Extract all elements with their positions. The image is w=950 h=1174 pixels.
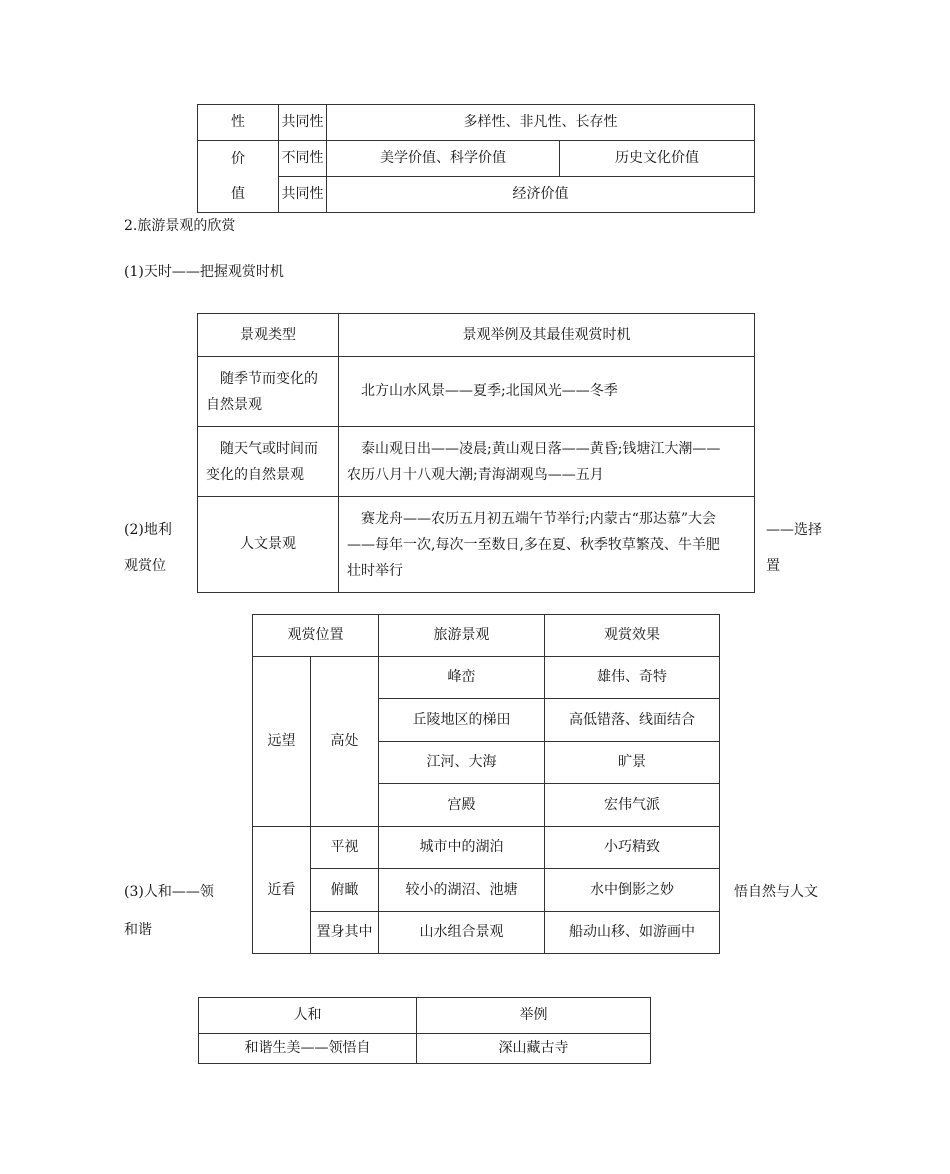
- landscape-type: 随天气或时间而 变化的自然景观: [198, 427, 339, 497]
- row-label: 性: [198, 105, 279, 141]
- position-group: 远望: [253, 657, 311, 827]
- scene-cell: 江河、大海: [379, 742, 545, 784]
- harmony-cell: 和谐生美——领悟自: [199, 1034, 417, 1064]
- viewing-position-table: [252, 614, 720, 954]
- landscape-examples: 泰山观日出——凌晨;黄山观日落——黄昏;钱塘江大潮—— 农历八月十八观大潮;青海湖观鸟——五月: [339, 427, 755, 497]
- example-cell: 深山藏古寺: [417, 1034, 651, 1064]
- row-type: 不同性: [279, 141, 327, 177]
- effect-cell: 小巧精致: [545, 827, 720, 869]
- subsection-heading-left: 和谐: [124, 922, 152, 938]
- position-sub: 俯瞰: [311, 869, 379, 912]
- subsection-heading-right: 置: [766, 558, 780, 574]
- table-header: 景观举例及其最佳观赏时机: [339, 314, 755, 357]
- harmony-table: [198, 997, 651, 1064]
- row-value: 历史文化价值: [560, 141, 755, 177]
- row-type: 共同性: [279, 105, 327, 141]
- scene-cell: 较小的湖沼、池塘: [379, 869, 545, 912]
- table-header: 旅游景观: [379, 615, 545, 657]
- row-value: 多样性、非凡性、长存性: [327, 105, 755, 141]
- subsection-heading-right: 悟自然与人文: [734, 884, 818, 900]
- landscape-examples: 赛龙舟——农历五月初五端午节举行;内蒙古“那达慕”大会 ——每年一次,每次一至数日,多在夏、秋季牧草繁茂、牛羊肥 壮时举行: [339, 497, 755, 593]
- section-heading: 2.旅游景观的欣赏: [124, 218, 236, 234]
- effect-cell: 船动山移、如游画中: [545, 912, 720, 954]
- position-sub: 高处: [311, 657, 379, 827]
- table-header: 人和: [199, 998, 417, 1034]
- position-sub: 置身其中: [311, 912, 379, 954]
- scene-cell: 宫殿: [379, 784, 545, 827]
- row-label: 价: [198, 141, 279, 177]
- row-value: 经济价值: [327, 177, 755, 213]
- table-header: 景观类型: [198, 314, 339, 357]
- row-label: 值: [198, 177, 279, 213]
- subsection-heading-left: (3)人和——领: [124, 884, 214, 900]
- scene-cell: 峰峦: [379, 657, 545, 699]
- effect-cell: 高低错落、线面结合: [545, 699, 720, 742]
- landscape-type: 随季节而变化的 自然景观: [198, 357, 339, 427]
- landscape-type: 人文景观: [198, 497, 339, 593]
- effect-cell: 雄伟、奇特: [545, 657, 720, 699]
- table-header: 观赏效果: [545, 615, 720, 657]
- value-table: [197, 104, 755, 213]
- position-group: 近看: [253, 827, 311, 954]
- table-header: 观赏位置: [253, 615, 379, 657]
- scene-cell: 城市中的湖泊: [379, 827, 545, 869]
- position-sub: 平视: [311, 827, 379, 869]
- effect-cell: 宏伟气派: [545, 784, 720, 827]
- effect-cell: 旷景: [545, 742, 720, 784]
- effect-cell: 水中倒影之妙: [545, 869, 720, 912]
- scene-cell: 丘陵地区的梯田: [379, 699, 545, 742]
- landscape-examples: 北方山水风景——夏季;北国风光——冬季: [339, 357, 755, 427]
- subsection-heading: (1)天时——把握观赏时机: [124, 264, 284, 280]
- row-type: 共同性: [279, 177, 327, 213]
- scene-cell: 山水组合景观: [379, 912, 545, 954]
- table-header: 举例: [417, 998, 651, 1034]
- row-value: 美学价值、科学价值: [327, 141, 560, 177]
- timing-table: [197, 313, 755, 593]
- subsection-heading-left: (2)地利: [124, 522, 172, 538]
- subsection-heading-right: ——选择: [766, 522, 822, 538]
- subsection-heading-left: 观赏位: [124, 558, 166, 574]
